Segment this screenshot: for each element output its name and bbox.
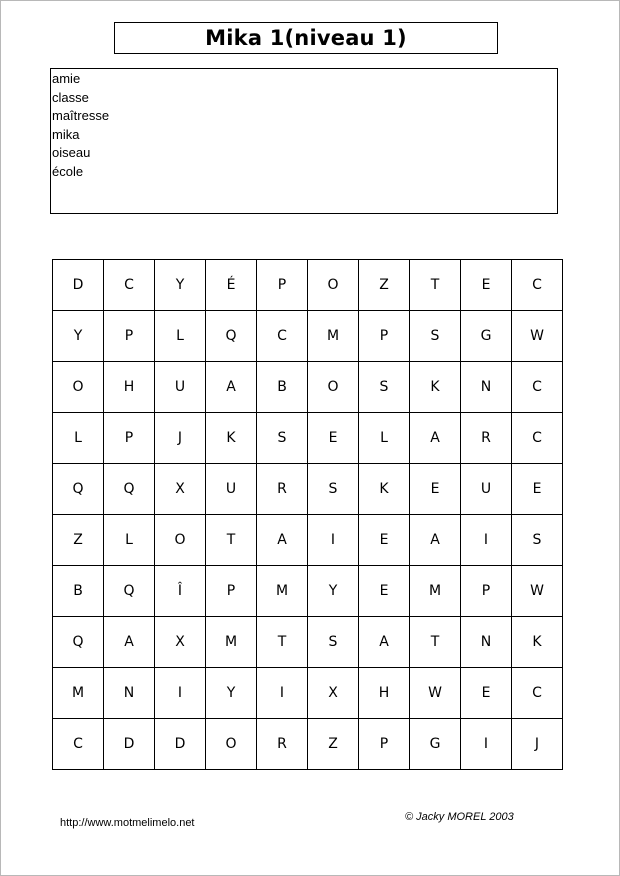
grid-cell: I xyxy=(257,668,308,719)
word-item: école xyxy=(52,163,84,179)
grid-cell: P xyxy=(257,260,308,311)
grid-cell: L xyxy=(53,413,104,464)
grid-row xyxy=(53,566,563,617)
grid-cell: P xyxy=(359,311,410,362)
grid-cell: Î xyxy=(155,566,206,617)
grid-row xyxy=(53,413,563,464)
grid-cell: N xyxy=(104,668,155,719)
grid-cell: T xyxy=(410,260,461,311)
grid-cell: A xyxy=(410,413,461,464)
word-list xyxy=(50,68,558,214)
grid-cell: X xyxy=(308,668,359,719)
grid-cell: E xyxy=(512,464,563,515)
grid-cell: K xyxy=(512,617,563,668)
grid-cell: S xyxy=(410,311,461,362)
grid-cell: R xyxy=(257,719,308,770)
grid-cell: E xyxy=(308,413,359,464)
grid-cell: Y xyxy=(53,311,104,362)
grid-cell: G xyxy=(461,311,512,362)
grid-cell: Q xyxy=(104,566,155,617)
letter-grid xyxy=(52,259,563,770)
grid-cell: A xyxy=(206,362,257,413)
grid-cell: W xyxy=(512,311,563,362)
grid-cell: X xyxy=(155,617,206,668)
grid-cell: L xyxy=(359,413,410,464)
grid-cell: N xyxy=(461,617,512,668)
grid-cell: R xyxy=(257,464,308,515)
grid-cell: B xyxy=(53,566,104,617)
grid-cell: M xyxy=(257,566,308,617)
grid-cell: E xyxy=(461,260,512,311)
grid-cell: C xyxy=(512,362,563,413)
grid-cell: O xyxy=(53,362,104,413)
grid-cell: S xyxy=(308,617,359,668)
grid-cell: T xyxy=(410,617,461,668)
grid-cell: Z xyxy=(53,515,104,566)
grid-cell: M xyxy=(206,617,257,668)
grid-row xyxy=(53,362,563,413)
grid-cell: O xyxy=(308,362,359,413)
grid-cell: Q xyxy=(53,617,104,668)
grid-cell: E xyxy=(410,464,461,515)
grid-cell: I xyxy=(461,719,512,770)
puzzle-title-text: Mika 1(niveau 1) xyxy=(205,26,407,50)
grid-cell: Z xyxy=(308,719,359,770)
grid-cell: P xyxy=(104,413,155,464)
grid-cell: S xyxy=(359,362,410,413)
grid-cell: I xyxy=(308,515,359,566)
grid-cell: B xyxy=(257,362,308,413)
grid-cell: S xyxy=(512,515,563,566)
grid-cell: A xyxy=(410,515,461,566)
puzzle-title xyxy=(114,22,498,54)
word-item: oiseau xyxy=(52,145,91,160)
grid-cell: L xyxy=(104,515,155,566)
grid-cell: A xyxy=(257,515,308,566)
grid-cell: É xyxy=(206,260,257,311)
grid-cell: K xyxy=(359,464,410,515)
grid-cell: Q xyxy=(104,464,155,515)
grid-cell: C xyxy=(104,260,155,311)
grid-cell: O xyxy=(155,515,206,566)
grid-cell: P xyxy=(461,566,512,617)
grid-cell: T xyxy=(257,617,308,668)
grid-cell: G xyxy=(410,719,461,770)
grid-cell: X xyxy=(155,464,206,515)
grid-row xyxy=(53,668,563,719)
grid-cell: C xyxy=(257,311,308,362)
grid-cell: C xyxy=(512,668,563,719)
grid-cell: E xyxy=(461,668,512,719)
grid-row xyxy=(53,260,563,311)
grid-cell: D xyxy=(104,719,155,770)
grid-cell: M xyxy=(308,311,359,362)
grid-cell: H xyxy=(359,668,410,719)
grid-cell: O xyxy=(308,260,359,311)
grid-cell: L xyxy=(155,311,206,362)
grid-cell: Y xyxy=(308,566,359,617)
word-item: amie xyxy=(52,71,81,86)
grid-cell: A xyxy=(359,617,410,668)
grid-cell: P xyxy=(359,719,410,770)
grid-cell: A xyxy=(104,617,155,668)
grid-cell: S xyxy=(257,413,308,464)
grid-cell: C xyxy=(53,719,104,770)
word-item: maîtresse xyxy=(52,108,110,123)
grid-cell: C xyxy=(512,413,563,464)
grid-cell: K xyxy=(410,362,461,413)
grid-cell: Y xyxy=(155,260,206,311)
grid-cell: P xyxy=(206,566,257,617)
grid-cell: Q xyxy=(53,464,104,515)
word-item: mika xyxy=(52,126,80,142)
grid-cell: I xyxy=(155,668,206,719)
grid-cell: H xyxy=(104,362,155,413)
grid-cell: E xyxy=(359,515,410,566)
grid-cell: T xyxy=(206,515,257,566)
grid-cell: U xyxy=(461,464,512,515)
grid-cell: D xyxy=(155,719,206,770)
grid-cell: M xyxy=(410,566,461,617)
grid-cell: U xyxy=(155,362,206,413)
grid-cell: W xyxy=(512,566,563,617)
grid-cell: N xyxy=(461,362,512,413)
grid-cell: J xyxy=(155,413,206,464)
grid-cell: D xyxy=(53,260,104,311)
grid-cell: M xyxy=(53,668,104,719)
footer-copyright: © Jacky MOREL 2003 xyxy=(405,811,514,823)
grid-cell: O xyxy=(206,719,257,770)
grid-cell: C xyxy=(512,260,563,311)
grid-cell: U xyxy=(206,464,257,515)
grid-row xyxy=(53,719,563,770)
grid-cell: S xyxy=(308,464,359,515)
grid-cell: E xyxy=(359,566,410,617)
grid-cell: Y xyxy=(206,668,257,719)
grid-cell: Q xyxy=(206,311,257,362)
grid-row xyxy=(53,617,563,668)
grid-cell: J xyxy=(512,719,563,770)
word-item: classe xyxy=(52,89,89,105)
grid-cell: Z xyxy=(359,260,410,311)
grid-cell: I xyxy=(461,515,512,566)
grid-cell: W xyxy=(410,668,461,719)
grid-row xyxy=(53,464,563,515)
grid-row xyxy=(53,515,563,566)
footer-url: http://www.motmelimelo.net xyxy=(60,817,195,829)
grid-cell: R xyxy=(461,413,512,464)
grid-row xyxy=(53,311,563,362)
grid-cell: P xyxy=(104,311,155,362)
grid-cell: K xyxy=(206,413,257,464)
